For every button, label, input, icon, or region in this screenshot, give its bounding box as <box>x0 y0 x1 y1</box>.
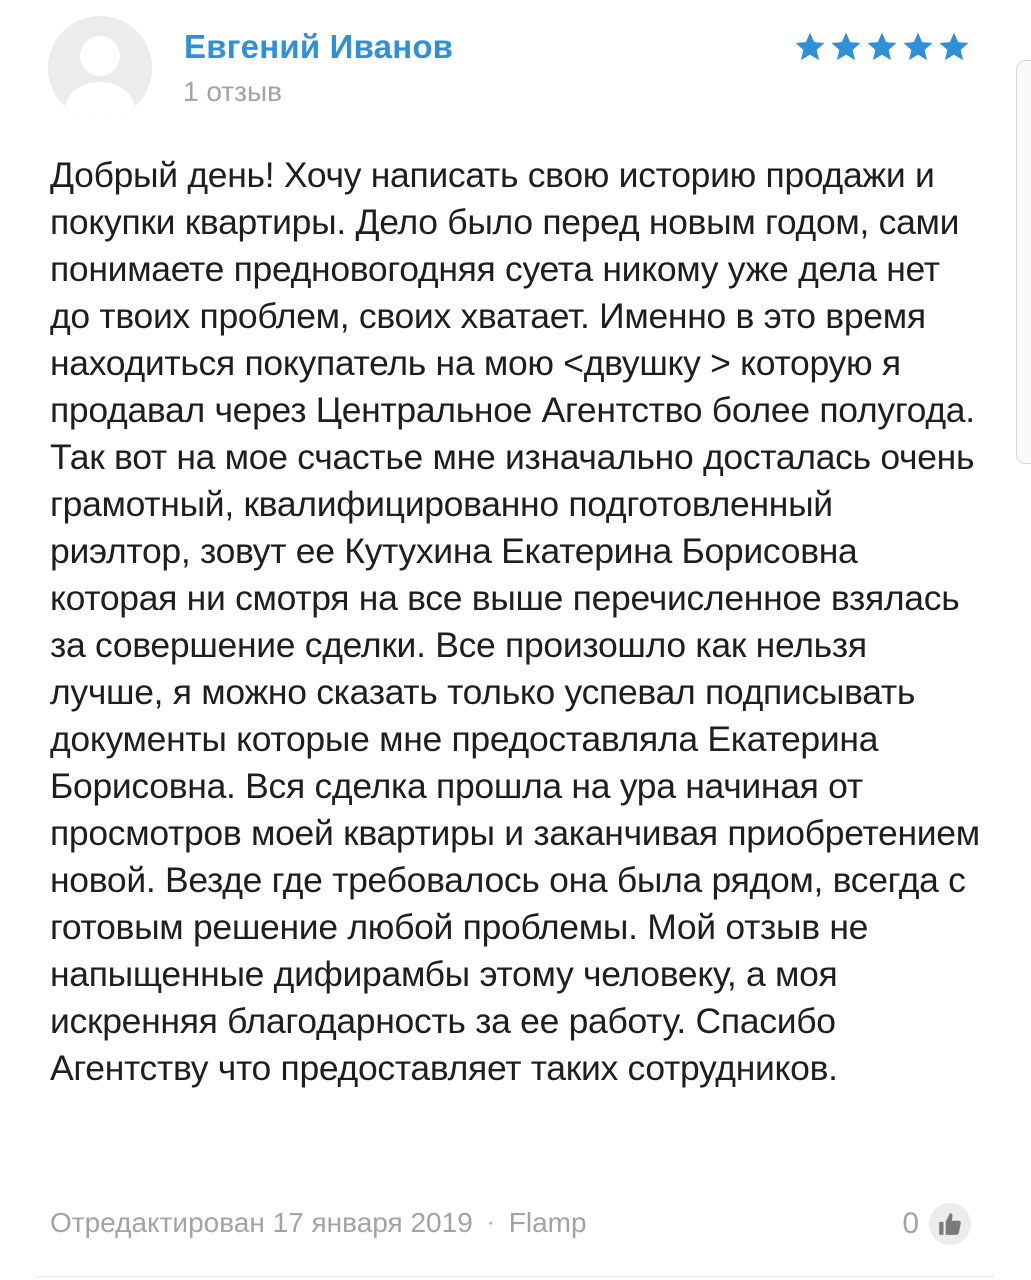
like-count: 0 <box>902 1207 919 1240</box>
scrollbar[interactable] <box>1016 60 1031 464</box>
review-footer <box>50 1207 587 1239</box>
user-silhouette-icon <box>48 16 152 120</box>
likes <box>902 1203 971 1245</box>
avatar[interactable] <box>48 16 152 120</box>
separator-dot: · <box>486 1209 495 1236</box>
rating-stars <box>793 30 971 64</box>
edited-date: Отредактирован 17 января 2019 <box>50 1207 473 1238</box>
review-count[interactable]: 1 отзыв <box>183 76 282 107</box>
star-icon <box>793 30 827 64</box>
source-link[interactable]: Flamp <box>508 1207 587 1238</box>
divider <box>36 1276 994 1277</box>
review-text: Добрый день! Хочу написать свою историю продажи и покупки квартиры. Дело было перед новым годом, сами понимаете предновогодняя суета никому уже дела нет до твоих проблем, своих хватает. Именно в это время находиться покупатель на мою <двушку > которую я продавал через Центральное Агентство более полугода. Так вот на мое счастье мне изначально досталась очень грамотный, квалифицированно подготовленный риэлтор, зовут ее Кутухина Екатерина Борисовна которая ни смотря на все выше перечисленное взялась за совершение сделки. Все произошло как нельзя лучше, я можно сказать только успевал подписывать документы которые мне предоставляла Екатерина Борисовна. Вся сделка прошла на ура начиная от просмотров моей квартиры и заканчивая приобретением новой. Везде где требовалось она была рядом, всегда с готовым решение любой проблемы. Мой отзыв не напыщенные дифирамбы этому человеку, а моя искренняя благодарность за ее работу. Спасибо Агентству что предоставляет таких сотрудников. <box>50 155 980 1088</box>
star-icon <box>937 30 971 64</box>
author-name[interactable]: Евгений Иванов <box>184 28 454 65</box>
thumbs-up-icon <box>937 1211 963 1237</box>
star-icon <box>865 30 899 64</box>
like-button[interactable] <box>929 1203 971 1245</box>
star-icon <box>901 30 935 64</box>
star-icon <box>829 30 863 64</box>
